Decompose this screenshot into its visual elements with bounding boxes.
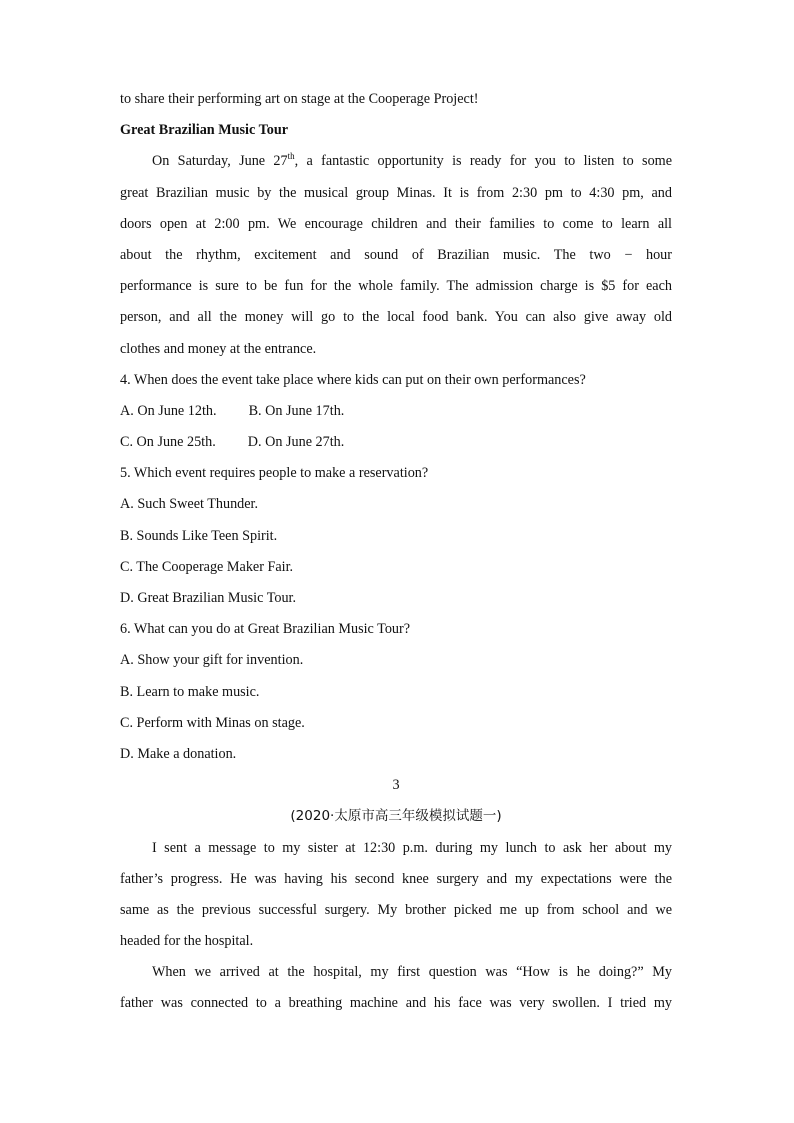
- question-4-options-row-2: [120, 427, 672, 458]
- brazilian-paragraph-line-5: performance is sure to be fun for the whole family. The admission charge is $5 for each: [120, 278, 672, 295]
- section-source: (2020·太原市高三年级模拟试题一): [290, 808, 502, 825]
- brazilian-section-heading: Great Brazilian Music Tour: [120, 122, 289, 139]
- question-4-stem: 4. When does the event take place where kids can put on their own performances?: [120, 371, 586, 388]
- story-paragraph-2-line-1: When we arrived at the hospital, my first question was “How is he doing?” My: [152, 964, 672, 981]
- question-5-option-b: B. Sounds Like Teen Spirit.: [120, 527, 278, 544]
- question-6-stem: 6. What can you do at Great Brazilian Music Tour?: [120, 621, 411, 638]
- date-ordinal-suffix: th: [287, 151, 295, 162]
- brazilian-paragraph-line-3: doors open at 2:00 pm. We encourage children and their families to come to learn all: [120, 215, 672, 232]
- question-4-option-c: C. On June 25th.: [120, 434, 216, 451]
- question-5-option-a: A. Such Sweet Thunder.: [120, 496, 259, 513]
- question-5-stem: 5. Which event requires people to make a reservation?: [120, 465, 429, 482]
- brazilian-paragraph-line-1: [120, 146, 672, 177]
- brazilian-line-1-end: , a fantastic opportunity is ready for you to listen to some: [294, 153, 672, 170]
- brazilian-paragraph-line-4: about the rhythm, excitement and sound of Brazilian music. The two − hour: [120, 246, 672, 263]
- question-6-option-b: B. Learn to make music.: [120, 683, 260, 700]
- question-6-option-d: D. Make a donation.: [120, 745, 237, 762]
- previous-passage-closing-line: to share their performing art on stage at the Cooperage Project!: [120, 91, 479, 107]
- question-4-option-a: A. On June 12th.: [120, 402, 217, 419]
- question-4-options-row-1: [120, 396, 672, 427]
- question-5-option-c: C. The Cooperage Maker Fair.: [120, 558, 294, 575]
- question-6-option-c: C. Perform with Minas on stage.: [120, 714, 305, 731]
- document-page: [120, 84, 672, 1020]
- story-paragraph-1-line-2: father’s progress. He was having his second knee surgery and my expectations were the: [120, 870, 672, 887]
- section-number: 3: [392, 777, 400, 794]
- brazilian-paragraph-line-7: clothes and money at the entrance.: [120, 340, 317, 357]
- story-paragraph-1-line-1: I sent a message to my sister at 12:30 p.m. during my lunch to ask her about my: [152, 839, 672, 856]
- story-paragraph-2-line-2: father was connected to a breathing machine and his face was very swollen. I tried my: [120, 995, 672, 1012]
- story-paragraph-1-line-4: headed for the hospital.: [120, 933, 254, 950]
- question-5-option-d: D. Great Brazilian Music Tour.: [120, 590, 297, 606]
- brazilian-paragraph-line-2: great Brazilian music by the musical group Minas. It is from 2:30 pm to 4:30 pm, and: [120, 184, 672, 201]
- brazilian-paragraph-line-6: person, and all the money will go to the local food bank. You can also give away old: [120, 309, 672, 326]
- question-4-option-d: D. On June 27th.: [247, 434, 345, 451]
- brazilian-line-1-start: On Saturday, June 27: [152, 153, 288, 170]
- story-paragraph-1-line-3: same as the previous successful surgery. My brother picked me up from school and we: [120, 901, 672, 918]
- question-6-option-a: A. Show your gift for invention.: [120, 652, 304, 669]
- question-4-option-b: B. On June 17th.: [248, 402, 345, 419]
